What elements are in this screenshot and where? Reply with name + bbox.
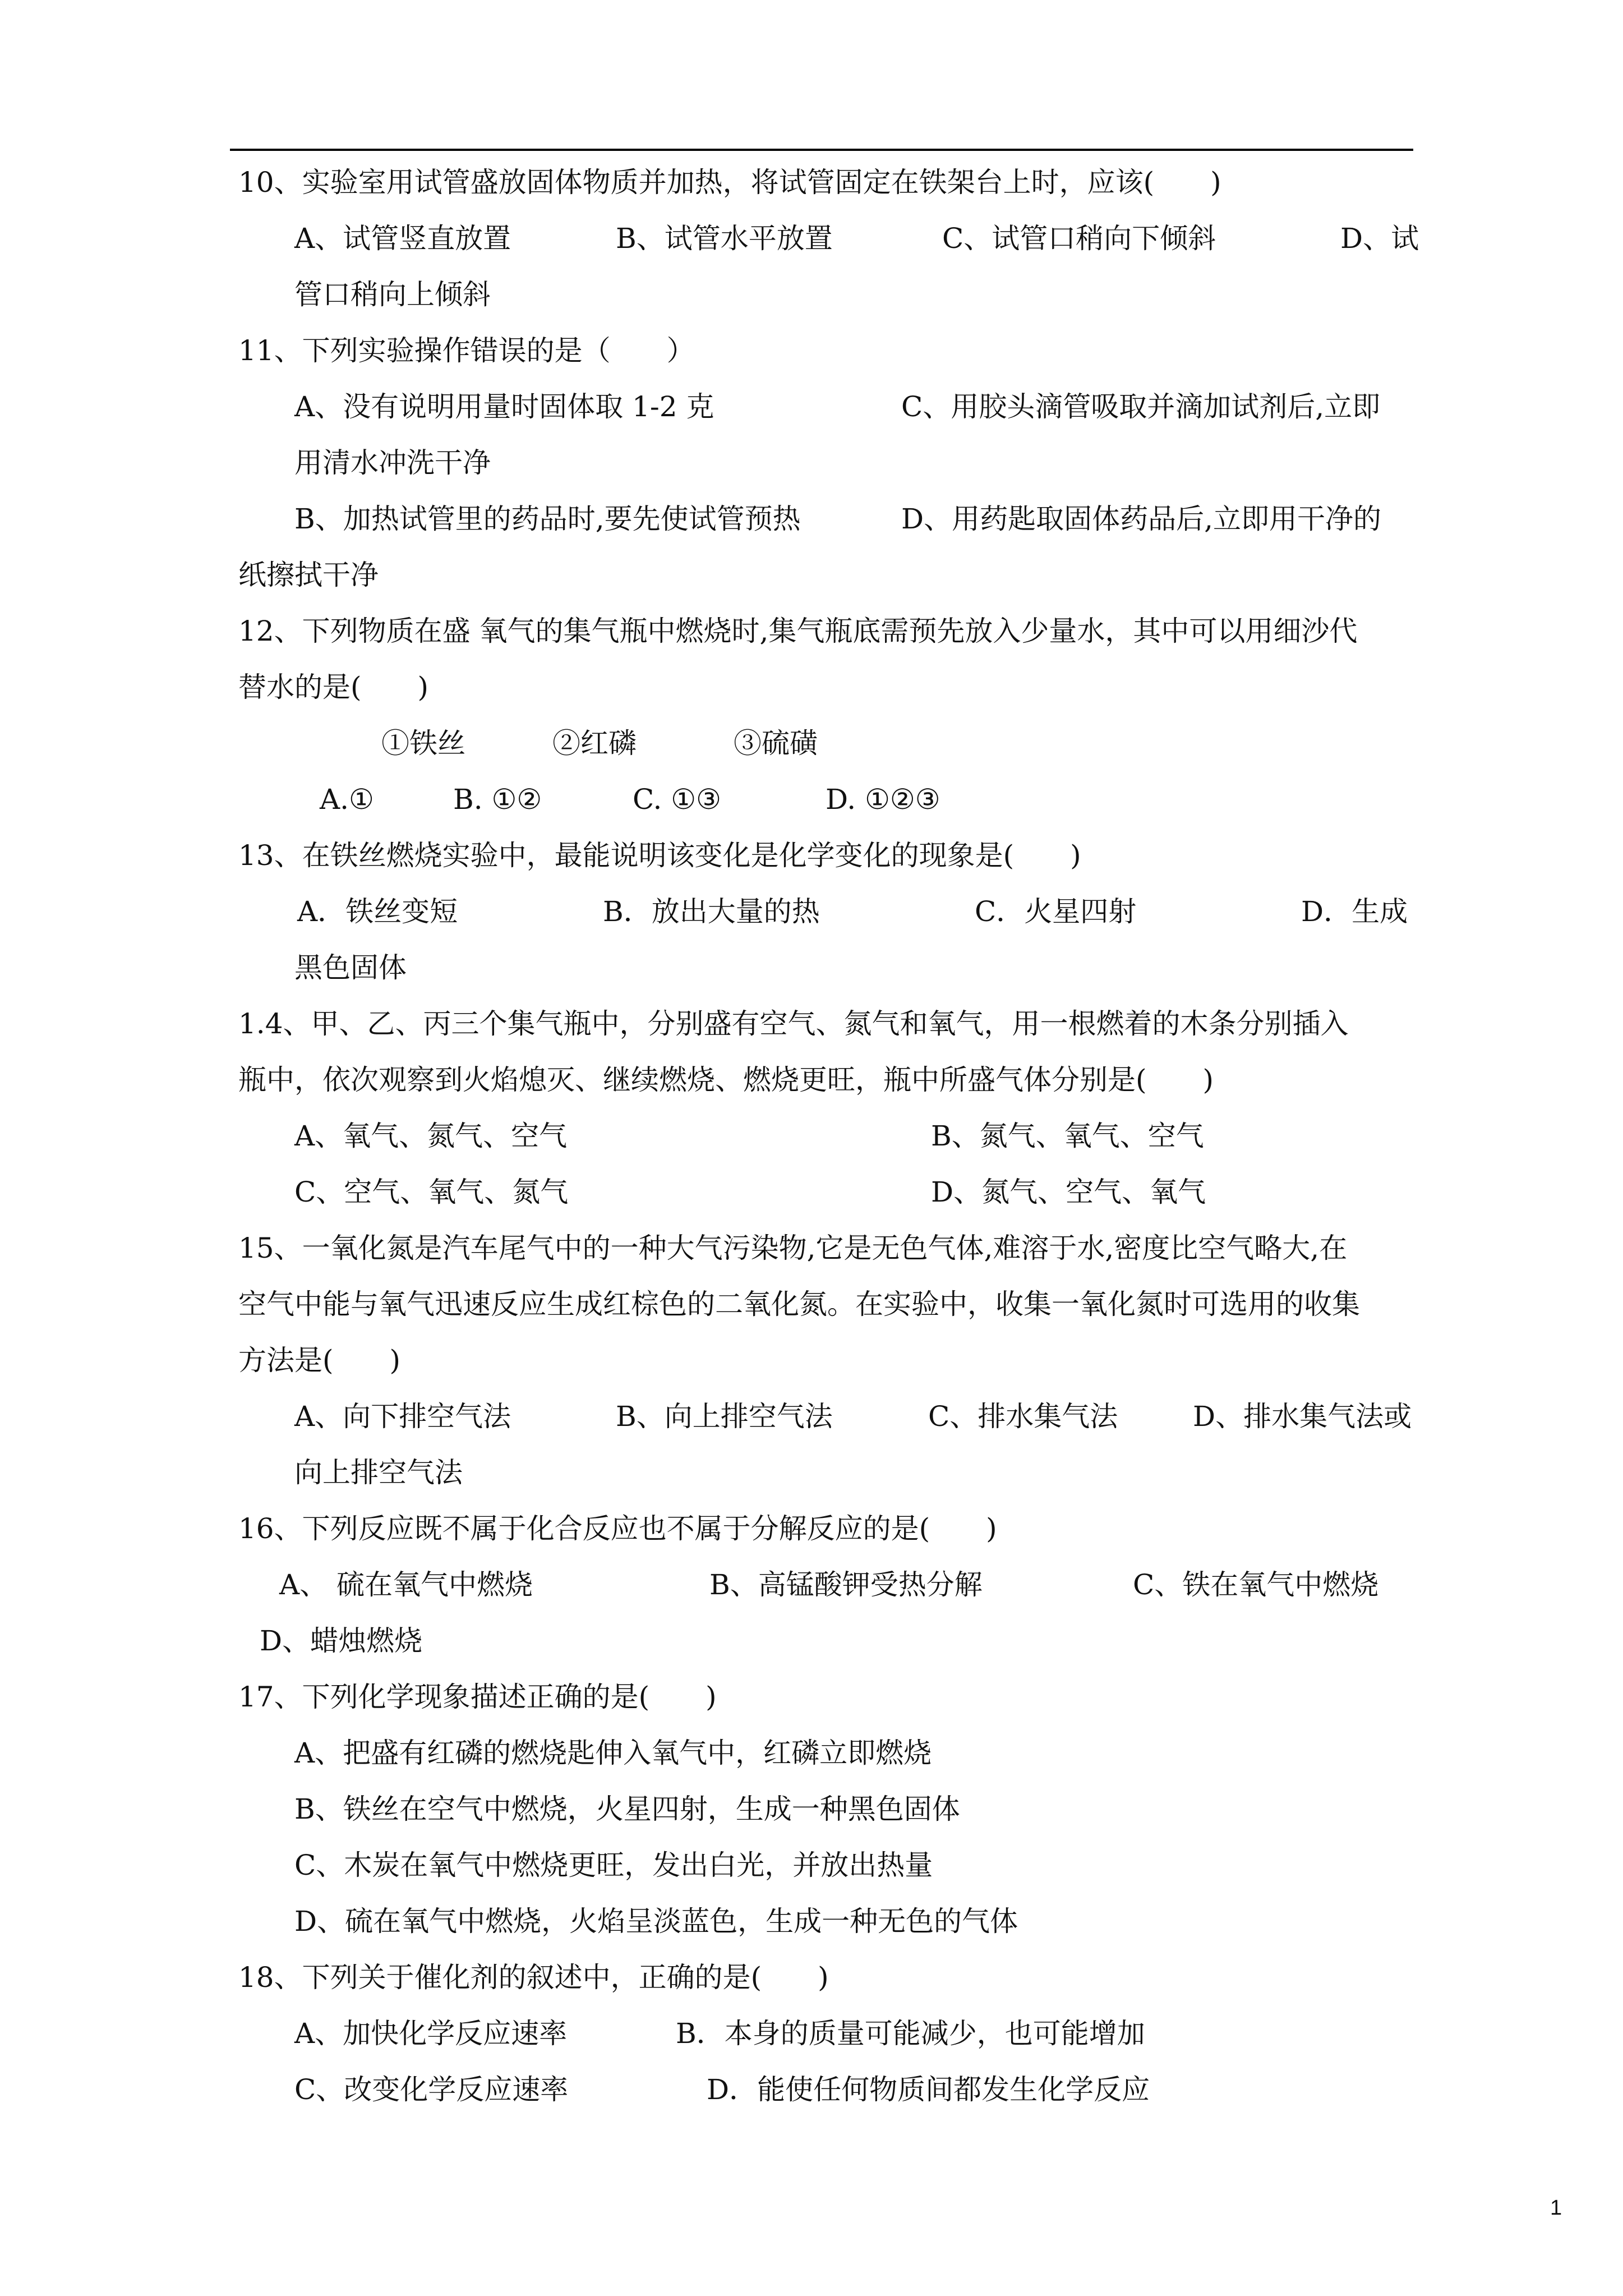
q11-option-b: B、加热试管里的药品时,要先使试管预热 [294, 503, 801, 535]
q12-item-2: ②红磷 [552, 727, 637, 760]
header-rule [230, 149, 1413, 151]
q14-stem-line-2: 瓶中，依次观察到火焰熄灭、继续燃烧、燃烧更旺，瓶中所盛气体分别是( ) [238, 1064, 1214, 1096]
q14-option-d: D、氮气、空气、氧气 [931, 1176, 1206, 1208]
q11-option-d-continuation: 纸擦拭干净 [238, 559, 379, 591]
q15-stem-line-2: 空气中能与氧气迅速反应生成红棕色的二氧化氮。在实验中，收集一氧化氮时可选用的收集 [238, 1288, 1360, 1320]
q14-option-a: A、氧气、氮气、空气 [294, 1120, 568, 1152]
q15-option-d-continuation: 向上排空气法 [294, 1456, 463, 1489]
q18-stem: 18、下列关于催化剂的叙述中，正确的是( ) [238, 1961, 829, 1994]
q12-stem-line-1: 12、下列物质在盛 氧气的集气瓶中燃烧时,集气瓶底需预先放入少量水，其中可以用细沙代 [238, 615, 1358, 647]
q11-option-d: D、用药匙取固体药品后,立即用干净的 [901, 503, 1381, 535]
q12-option-d: D. ①②③ [826, 783, 940, 816]
q10-stem: 10、实验室用试管盛放固体物质并加热，将试管固定在铁架台上时，应该( ) [238, 166, 1221, 199]
q18-option-a: A、加快化学反应速率 [294, 2017, 568, 2050]
q13-option-b: B．放出大量的热 [603, 895, 820, 928]
q11-option-c-continuation: 用清水冲洗干净 [294, 447, 491, 479]
q15-stem-line-1: 15、一氧化氮是汽车尾气中的一种大气污染物,它是无色气体,难溶于水,密度比空气略大,在 [238, 1232, 1348, 1264]
q17-stem: 17、下列化学现象描述正确的是( ) [238, 1681, 717, 1713]
q12-option-c: C. ①③ [633, 783, 721, 816]
q14-option-b: B、氮气、氧气、空气 [931, 1120, 1204, 1152]
q10-option-d-continuation: 管口稍向上倾斜 [294, 278, 491, 311]
q10-option-c: C、试管口稍向下倾斜 [942, 222, 1216, 255]
q12-item-3: ③硫磺 [734, 727, 818, 760]
q11-option-c: C、用胶头滴管吸取并滴加试剂后,立即 [901, 390, 1381, 423]
q13-option-a: A．铁丝变短 [297, 895, 458, 928]
q13-option-d-continuation: 黑色固体 [294, 951, 407, 984]
q12-option-a: A.① [320, 783, 374, 816]
q16-option-d: D、蜡烛燃烧 [260, 1625, 423, 1657]
q17-option-b: B、铁丝在空气中燃烧，火星四射，生成一种黑色固体 [294, 1793, 960, 1825]
q16-option-a: A、 硫在氧气中燃烧 [279, 1568, 533, 1601]
q13-stem: 13、在铁丝燃烧实验中，最能说明该变化是化学变化的现象是( ) [238, 839, 1081, 872]
q11-option-a: A、没有说明用量时固体取 1-2 克 [294, 390, 714, 423]
q10-option-d: D、试 [1340, 222, 1419, 255]
page-number: 1 [1550, 2196, 1562, 2220]
q12-option-b: B. ①② [453, 783, 542, 816]
q18-option-d: D．能使任何物质间都发生化学反应 [707, 2073, 1150, 2106]
q16-option-c: C、铁在氧气中燃烧 [1133, 1568, 1379, 1601]
q17-option-c: C、木炭在氧气中燃烧更旺，发出白光，并放出热量 [294, 1849, 933, 1881]
q12-stem-line-2: 替水的是( ) [238, 671, 429, 703]
q15-stem-line-3: 方法是( ) [238, 1344, 401, 1377]
q16-stem: 16、下列反应既不属于化合反应也不属于分解反应的是( ) [238, 1512, 997, 1545]
q18-option-b: B．本身的质量可能减少，也可能增加 [676, 2017, 1145, 2050]
q14-stem-line-1: 1.4、甲、乙、丙三个集气瓶中，分别盛有空气、氮气和氧气，用一根燃着的木条分别插入 [238, 1007, 1349, 1040]
q10-option-a: A、试管竖直放置 [294, 222, 511, 255]
q13-option-c: C．火星四射 [975, 895, 1137, 928]
q17-option-a: A、把盛有红磷的燃烧匙伸入氧气中，红磷立即燃烧 [294, 1737, 932, 1769]
q15-option-b: B、向上排空气法 [616, 1400, 833, 1433]
q11-stem: 11、下列实验操作错误的是（ ） [238, 334, 695, 367]
q17-option-d: D、硫在氧气中燃烧，火焰呈淡蓝色，生成一种无色的气体 [294, 1905, 1018, 1938]
q16-option-b: B、高锰酸钾受热分解 [709, 1568, 983, 1601]
q14-option-c: C、空气、氧气、氮气 [294, 1176, 569, 1208]
q15-option-c: C、排水集气法 [928, 1400, 1118, 1433]
q10-option-b: B、试管水平放置 [616, 222, 833, 255]
q15-option-d: D、排水集气法或 [1193, 1400, 1412, 1433]
q12-item-1: ①铁丝 [381, 727, 465, 760]
q15-option-a: A、向下排空气法 [294, 1400, 511, 1433]
q13-option-d: D．生成 [1301, 895, 1408, 928]
q18-option-c: C、改变化学反应速率 [294, 2073, 569, 2106]
